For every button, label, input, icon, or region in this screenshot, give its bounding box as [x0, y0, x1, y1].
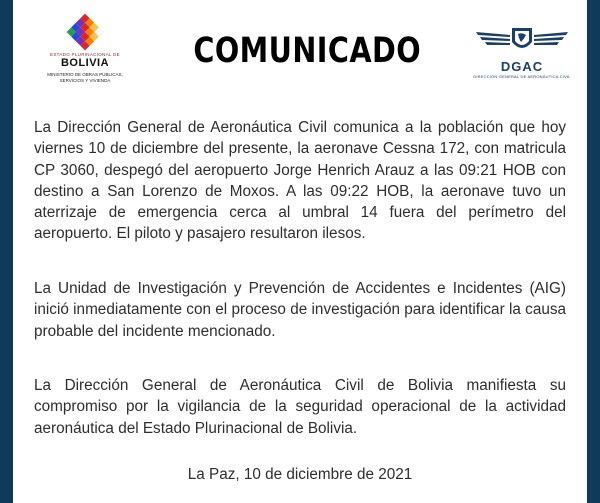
bolivia-wiphala-emblem-icon	[65, 12, 105, 52]
paragraph-investigation: La Unidad de Investigación y Prevención de Accidentes e Incidentes (AIG) inició inmediatamente con el proceso de investigación para identificar la causa probable del incidente mencionado.	[34, 280, 566, 340]
paragraph-incident-report: La Dirección General de Aeronáutica Civil comunica a la población que hoy viernes 10 de diciembre del presente, la aeronave Cessna 172, con matricula CP 3060, despegó del aeropuerto Jorge Henrich Arauz a las 09:21 HOB con destino a San Lorenzo de Moxos. A las 09:22 HOB, la aeronave tuvo un aterrizaje de emergencia cerca al umbral 14 fuera del perímetro del aeropuerto. El piloto y pasajero resultaron ilesos.	[34, 119, 566, 243]
dgac-logo	[472, 22, 572, 82]
right-border-bar	[587, 0, 600, 503]
country-name: BOLIVIA	[60, 57, 110, 69]
dgac-wings-icon	[474, 22, 570, 60]
bolivia-ministry-logo	[42, 12, 128, 94]
paragraph-commitment: La Dirección General de Aeronáutica Civil de Bolivia manifiesta su compromiso por la vigilancia de la seguridad operacional de la actividad aeronáutica del Estado Plurinacional de Bolivia.	[34, 377, 566, 437]
ministry-name: MINISTERIO DE OBRAS PÚBLICAS, SERVICIOS Y VIVIENDA	[47, 72, 123, 83]
dgac-full-name: DIRECCIÓN GENERAL DE AERONÁUTICA CIVIL	[473, 74, 571, 79]
dgac-acronym: DGAC	[500, 59, 544, 74]
page-title: COMUNICADO	[193, 31, 422, 71]
left-border-bar	[0, 0, 13, 503]
place-and-date: La Paz, 10 de diciembre de 2021	[187, 466, 413, 483]
state-name-line: ESTADO PLURINACIONAL DE	[50, 52, 120, 57]
